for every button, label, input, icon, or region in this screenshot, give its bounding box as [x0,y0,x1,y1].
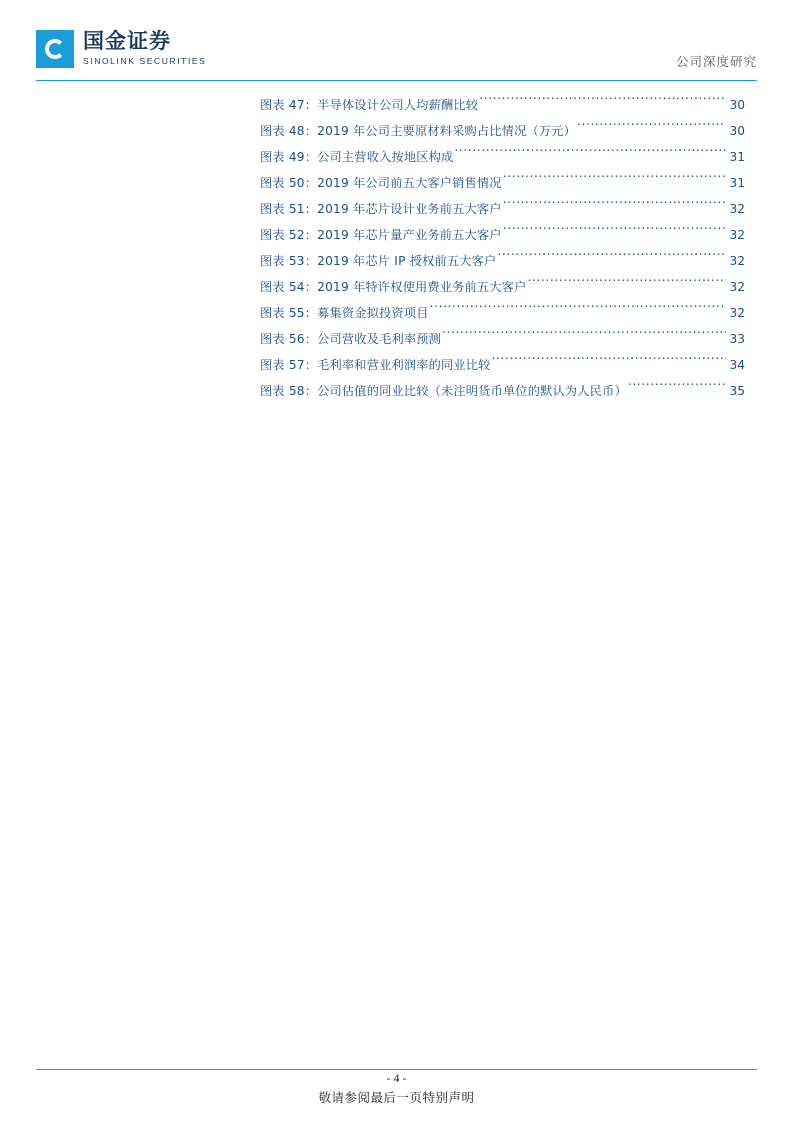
page-header [36,28,757,86]
toc-leader-dots [503,199,726,213]
toc-leader-dots [503,173,726,187]
toc-entry-label: 图表 48：2019 年公司主要原材料采购占比情况（万元） [260,124,577,138]
toc-leader-dots [497,251,726,265]
toc-entry-page: 32 [729,280,745,294]
toc-entry-page: 31 [729,176,745,190]
logo-chinese-name: 国金证券 [83,29,171,53]
toc-entry[interactable] [260,170,745,196]
toc-entry[interactable] [260,274,745,300]
toc-entry-label: 图表 54：2019 年特许权使用费业务前五大客户 [260,280,527,294]
toc-leader-dots [442,329,726,343]
table-of-contents [260,92,745,404]
toc-entry-label: 图表 58：公司估值的同业比较（未注明货币单位的默认为人民币） [260,384,627,398]
toc-leader-dots [430,303,726,317]
toc-entry-label: 图表 56：公司营收及毛利率预测 [260,332,442,346]
toc-entry[interactable] [260,378,745,404]
toc-entry-page: 31 [729,150,745,164]
toc-entry[interactable] [260,144,745,170]
toc-entry-label: 图表 47：半导体设计公司人均薪酬比较 [260,98,479,112]
toc-leader-dots [577,121,726,135]
toc-leader-dots [454,147,726,161]
report-category-label: 公司深度研究 [675,54,757,69]
footer-divider [36,1069,757,1070]
toc-entry[interactable] [260,222,745,248]
toc-entry-label: 图表 52：2019 年芯片量产业务前五大客户 [260,228,502,242]
toc-entry-label: 图表 51：2019 年芯片设计业务前五大客户 [260,202,502,216]
toc-leader-dots [492,355,726,369]
toc-entry[interactable] [260,92,745,118]
header-divider [36,80,757,81]
toc-entry[interactable] [260,196,745,222]
toc-entry[interactable] [260,300,745,326]
toc-entry-page: 35 [729,384,745,398]
toc-leader-dots [503,225,726,239]
toc-entry-page: 30 [729,98,745,112]
toc-entry-page: 30 [729,124,745,138]
page-number: - 4 - [386,1071,407,1085]
toc-entry-label: 图表 53：2019 年芯片 IP 授权前五大客户 [260,254,497,268]
toc-entry-label: 图表 49：公司主营收入按地区构成 [260,150,454,164]
toc-entry[interactable] [260,326,745,352]
toc-entry[interactable] [260,352,745,378]
toc-leader-dots [527,277,726,291]
toc-entry[interactable] [260,118,745,144]
toc-entry-page: 34 [729,358,745,372]
toc-entry-page: 32 [729,202,745,216]
logo-text-block [83,28,206,67]
toc-entry-label: 图表 50：2019 年公司前五大客户销售情况 [260,176,502,190]
toc-entry-label: 图表 55：募集资金拟投资项目 [260,306,429,320]
toc-entry-label: 图表 57：毛利率和营业利润率的同业比较 [260,358,491,372]
toc-entry-page: 32 [729,228,745,242]
toc-leader-dots [479,95,726,109]
footer-disclaimer: 敬请参阅最后一页特别声明 [318,1090,475,1105]
toc-entry-page: 32 [729,254,745,268]
toc-entry-page: 33 [729,332,745,346]
toc-entry[interactable] [260,248,745,274]
toc-leader-dots [628,381,726,395]
sinolink-logo-icon [36,30,74,68]
toc-entry-page: 32 [729,306,745,320]
logo-english-name: SINOLINK SECURITIES [83,56,207,66]
company-logo [36,28,206,68]
